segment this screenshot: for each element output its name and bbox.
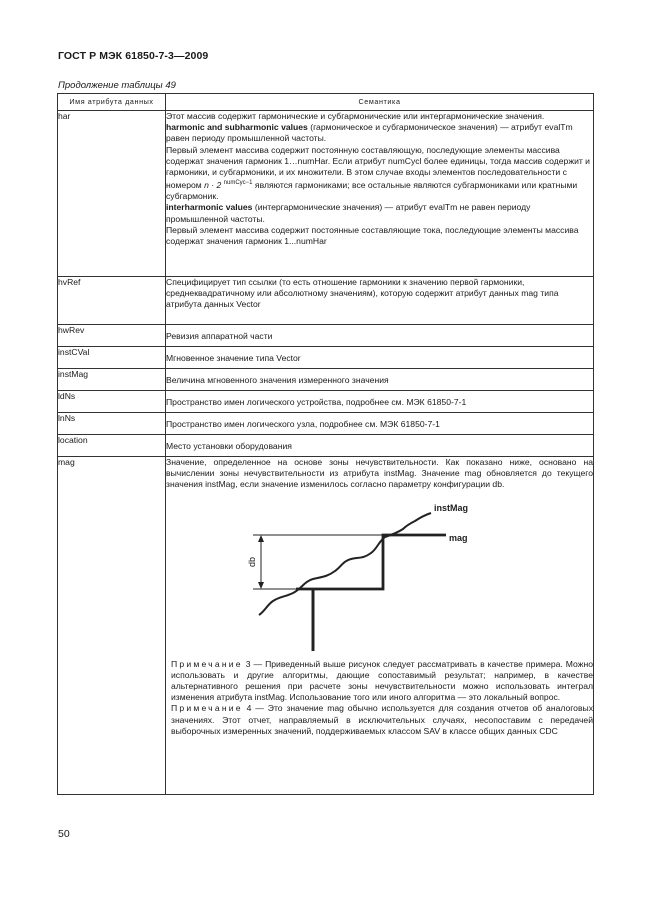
attribute-name: instMag — [58, 369, 166, 391]
table-row — [58, 111, 594, 277]
note-text: — Приведенный выше рисунок следует рассматривать в качестве примера. Можно использовать и другие алгоритмы, дающие сопоставимый результат; например, в качестве альтернативного решения при расчете зоны нечувствительности можно использовать интеграл изменения атрибута instMag. Использование того или иного алгоритма — это локальный вопрос. — [171, 658, 593, 703]
deadband-figure — [201, 501, 471, 651]
attribute-semantics: Место установки оборудования — [166, 435, 594, 457]
attribute-name: har — [58, 111, 166, 277]
attribute-name: hvRef — [58, 277, 166, 325]
instmag-curve — [259, 513, 431, 615]
note-label: Примечание — [171, 703, 243, 714]
page-number: 50 — [58, 828, 70, 840]
table-row — [58, 413, 594, 435]
term-definition: (интергармонические значения) — атрибут evalTm не равен периоду промышленной частоты. — [166, 202, 531, 224]
attribute-semantics: Величина мгновенного значения измеренного значения — [166, 369, 594, 391]
attribute-semantics: Пространство имен логического устройства, подробнее см. МЭК 61850-7-1 — [166, 391, 594, 413]
attribute-semantics: Специфицирует тип ссылки (то есть отношение гармоники к значению первой гармоники, среднеквадратичному или абсолютному значениям), которую содержит атрибут данных mag типа атрибута данных Vector — [166, 277, 594, 325]
attribute-semantics — [166, 457, 594, 795]
attribute-semantics: Пространство имен логического узла, подробнее см. МЭК 61850-7-1 — [166, 413, 594, 435]
table-row — [58, 391, 594, 413]
instmag-label: instMag — [434, 502, 469, 513]
column-header-name: Имя атрибута данных — [58, 94, 166, 111]
attribute-name: hwRev — [58, 325, 166, 347]
attribute-name: location — [58, 435, 166, 457]
paragraph: Этот массив содержит гармонические и субгармонические или интергармонические значения. — [166, 111, 545, 121]
note-number: 3 — [242, 658, 251, 669]
mag-label: mag — [449, 532, 468, 543]
mag-step-line — [251, 635, 259, 641]
term-definition: (гармоническое и субгармоническое значения) — атрибут evalTm равен периоду промышленной частоты. — [166, 122, 573, 144]
note-number: 4 — [242, 703, 252, 714]
paragraph: Значение, определенное на основе зоны нечувствительности. Как показано ниже, основано на вычислении зоны нечувствительности из атрибута instMag. Значение mag обновляется до текущего значения instMag, если значение изменилось согласно параметру конфигурации db. — [166, 457, 593, 490]
arrow-up-icon — [258, 535, 264, 542]
term-bold: harmonic and subharmonic values — [166, 122, 308, 133]
paragraph: Первый элемент массива содержит постоянные составляющие тока, последующие элементы массива содержат значения гармоник 1...numHar — [166, 224, 579, 247]
table-row — [58, 277, 594, 325]
table-row — [58, 347, 594, 369]
attribute-name: ldNs — [58, 391, 166, 413]
table-row — [58, 435, 594, 457]
note-4 — [171, 703, 593, 737]
db-label: db — [247, 556, 257, 567]
document-header: ГОСТ Р МЭК 61850-7-3—2009 — [58, 50, 209, 62]
table-row — [58, 369, 594, 391]
column-header-semantics: Семантика — [166, 94, 594, 111]
notes-block — [166, 659, 593, 737]
attribute-semantics: Мгновенное значение типа Vector — [166, 347, 594, 369]
attributes-table — [57, 93, 594, 795]
attribute-name: lnNs — [58, 413, 166, 435]
table-header-row — [58, 94, 594, 111]
arrow-down-icon — [258, 582, 264, 589]
table-row — [58, 457, 594, 795]
formula: n · 2 — [204, 180, 222, 191]
text-part: являются гармониками; все остальные являются субгармониками или кратными субгармоник. — [166, 180, 578, 202]
table-row — [58, 325, 594, 347]
term-bold: interharmonic values — [166, 202, 253, 213]
attribute-semantics — [166, 111, 594, 277]
note-3 — [171, 659, 593, 704]
paragraph — [166, 145, 593, 203]
note-text: — Это значение mag обычно используется для создания отчетов об аналоговых значениях. Этот отчет, направляемый в исключительных случаях, несопоставим с передачей выборочных измеренных значений, поддерживаемых классом SAV в классе общих данных CDC — [171, 703, 593, 736]
paragraph — [166, 202, 593, 224]
formula-superscript: numCyc−1 — [223, 180, 253, 187]
attribute-name: mag — [58, 457, 166, 795]
table-caption: Продолжение таблицы 49 — [58, 80, 176, 91]
text-part: Первый элемент массива содержит постоянную составляющую, последующие элементы массива содержат значения гармоник 1…numHar. Если атрибут numCycl более единицы, тогда массив содержит и гармоники, и субгармоники, и их множители. В этом случае входы элементов последовательности с номером — [166, 144, 590, 191]
note-label: Примечание — [171, 658, 243, 669]
attribute-semantics: Ревизия аппаратной части — [166, 325, 594, 347]
attribute-name: instCVal — [58, 347, 166, 369]
paragraph — [166, 122, 593, 144]
